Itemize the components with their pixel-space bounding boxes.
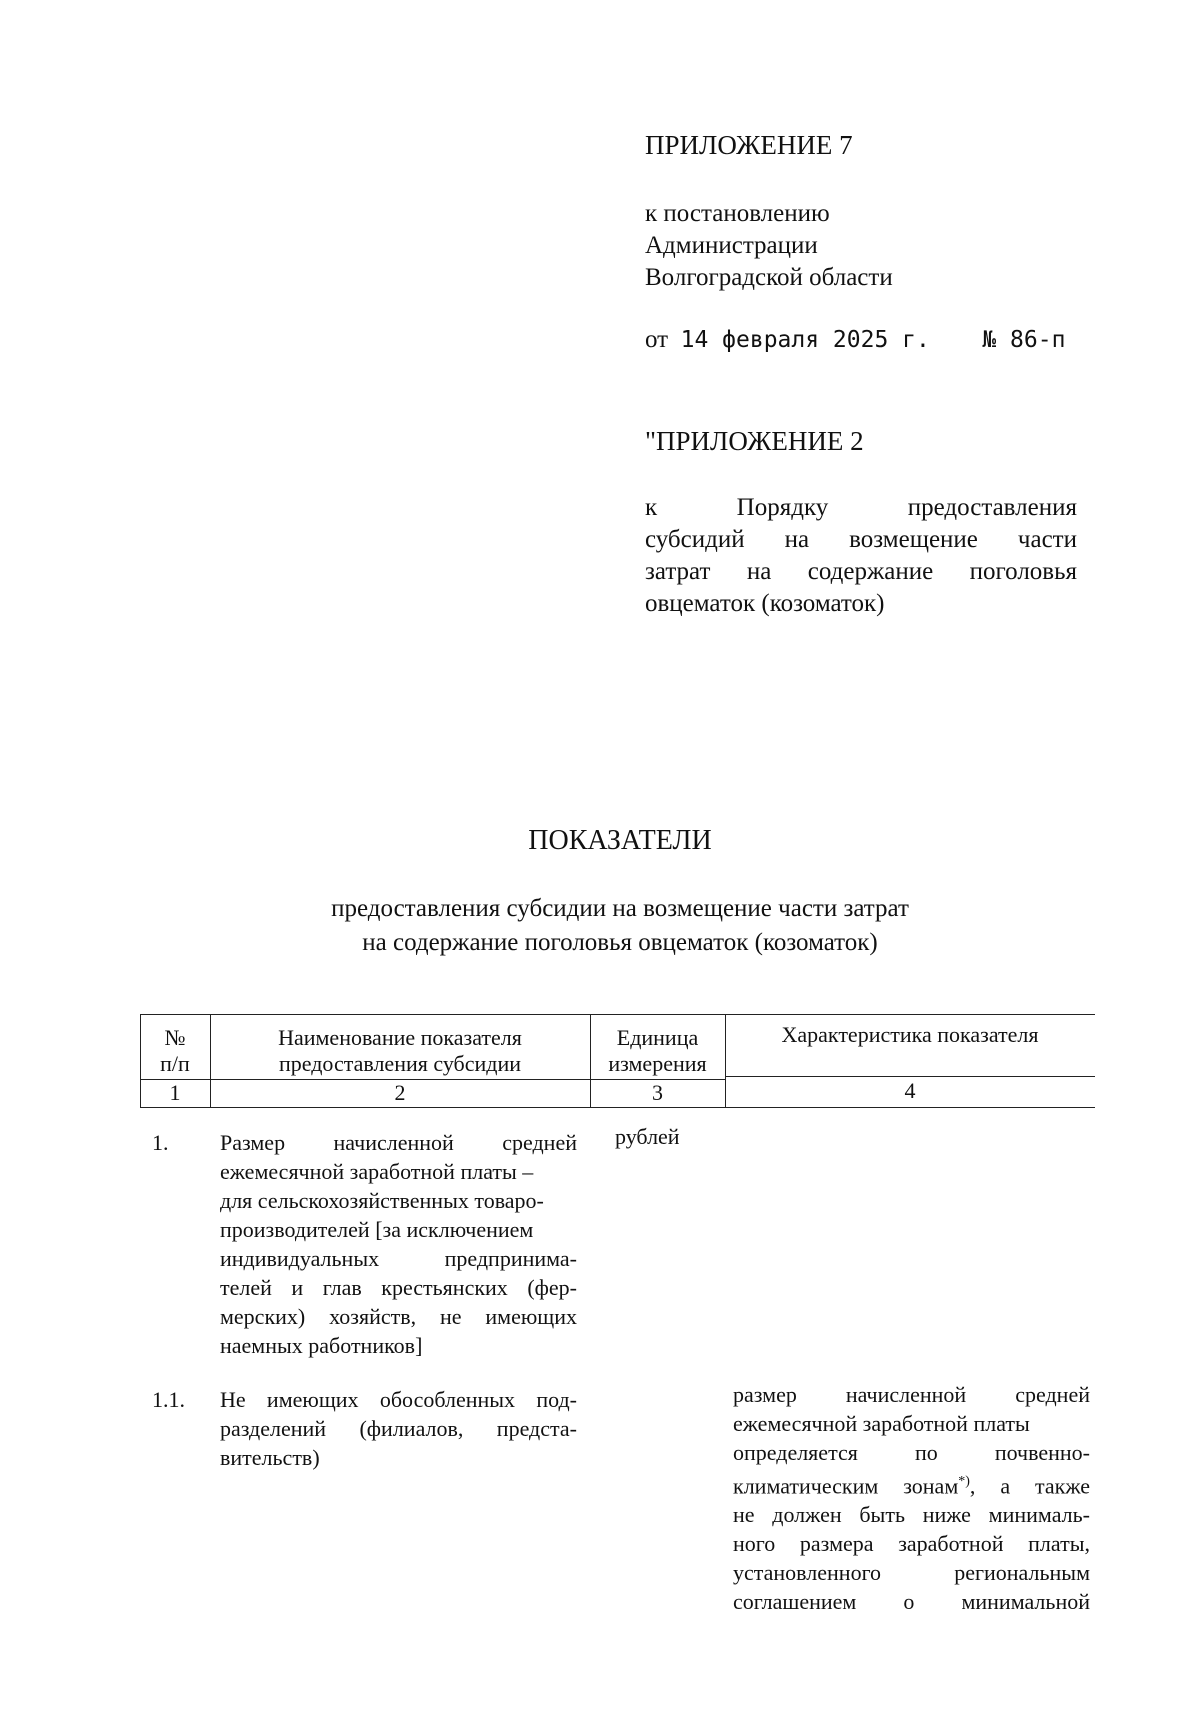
name-line: индивидуальных предпринима- [220,1246,577,1271]
header-num: № п/п [160,1025,190,1076]
annex-line: Волгоградской области [645,264,893,291]
name-line: мерских) хозяйств, не имеющих [220,1304,577,1329]
annex-title: ПРИЛОЖЕНИЕ 7 [645,130,853,160]
name-line: ежемесячной заработной платы – [220,1159,534,1184]
annex2-line: к Порядку предоставления [645,494,1077,521]
row-unit: рублей [615,1124,680,1149]
subtitle-line: предоставления субсидии на возмещение части затрат [331,895,909,922]
decree-date: 14 февраля 2025 г. [680,327,930,353]
desc-line: ного размера заработной платы, [733,1531,1090,1557]
column-number: 4 [904,1078,916,1103]
desc-line: установленного региональным [733,1560,1090,1586]
header-name: Наименование показателя предоставления субсидии [278,1025,522,1076]
table-header-divider [725,1076,1095,1077]
desc-line: определяется по почвенно- [733,1440,1090,1465]
row-indicator-name [220,1128,577,1360]
annex-addressee [645,198,893,294]
decree-number: № 86-п [982,327,1066,353]
header-unit: Единица измерения [608,1025,707,1076]
desc-line: не должен быть ниже минималь- [733,1502,1090,1528]
annex-line: Администрации [645,232,818,259]
desc-line: климатическим зонам*), а также [733,1473,1090,1499]
row-number: 1. [152,1130,169,1155]
annex2-description [645,492,1077,620]
date-prefix: от [645,326,669,353]
row-indicator-name [220,1385,577,1472]
document-subtitle [0,892,1200,960]
name-line: Размер начисленной средней [220,1130,577,1155]
name-line: для сельскохозяйственных товаро- [220,1188,544,1213]
column-number: 1 [169,1080,181,1105]
name-line: телей и глав крестьянских (фер- [220,1275,577,1300]
name-line: наемных работников] [220,1333,423,1358]
annex2-line: овцематок (козоматок) [645,590,885,617]
annex2-line: затрат на содержание поголовья [645,558,1077,585]
column-number: 2 [394,1080,406,1105]
desc-line: ежемесячной заработной платы [733,1411,1030,1436]
table-numbers-bottom [140,1107,1095,1108]
name-line: разделений (филиалов, предста- [220,1416,577,1441]
desc-line: размер начисленной средней [733,1382,1090,1407]
column-number: 3 [652,1080,663,1105]
decree-date-line [645,326,1065,354]
row-description [733,1380,1090,1616]
annex-line: к постановлению [645,200,830,227]
row-number: 1.1. [152,1387,185,1412]
name-line: Не имеющих обособленных под- [220,1387,577,1412]
table-top-border [140,1014,1095,1015]
desc-line: соглашением о минимальной [733,1589,1090,1615]
header-description: Характеристика показателя [781,1022,1039,1047]
annex2-line: субсидий на возмещение части [645,526,1077,553]
annex2-title: "ПРИЛОЖЕНИЕ 2 [645,426,864,456]
document-title: ПОКАЗАТЕЛИ [528,825,712,856]
name-line: производителей [за исключением [220,1217,534,1242]
subtitle-line: на содержание поголовья овцематок (козоматок) [362,929,878,956]
name-line: вительств) [220,1445,320,1470]
footnote-marker: *) [958,1474,970,1489]
